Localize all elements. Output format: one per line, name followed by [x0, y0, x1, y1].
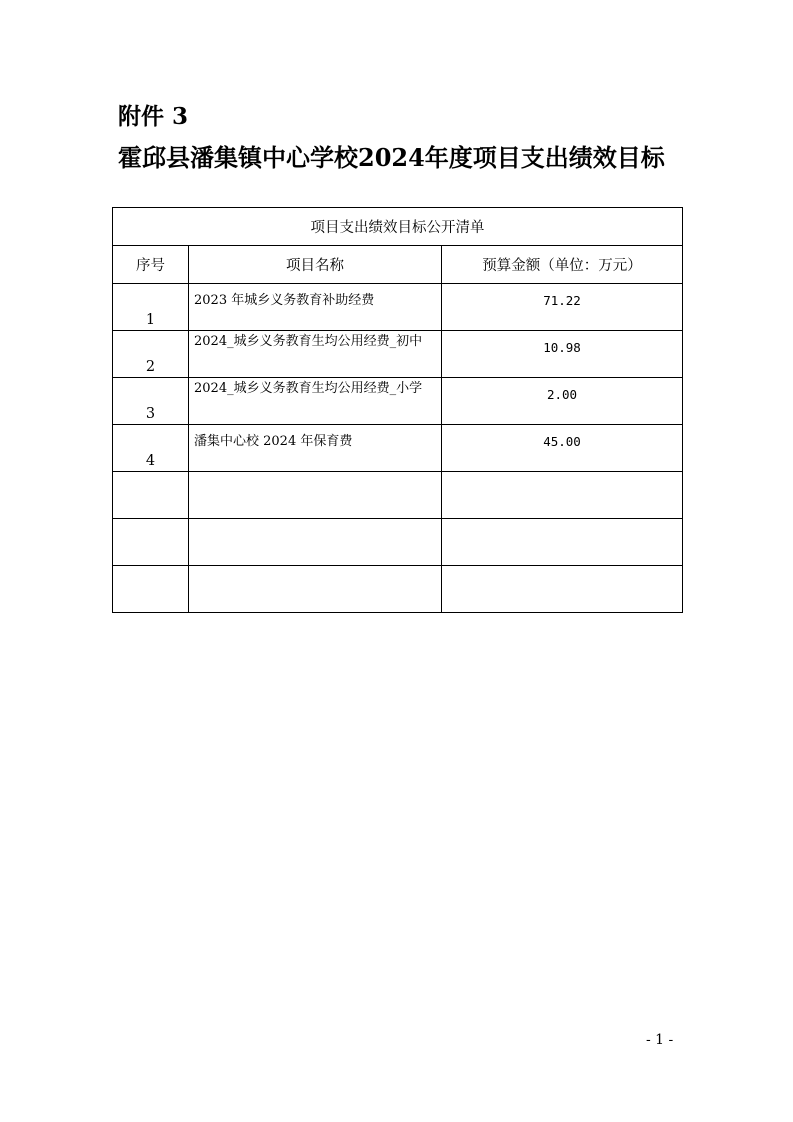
row-index: [113, 472, 189, 519]
budget-amount: 10.98: [442, 331, 683, 378]
table-row: [113, 378, 683, 425]
project-name: 2023 年城乡义务教育补助经费: [189, 284, 442, 331]
budget-amount: 71.22: [442, 284, 683, 331]
table-header-row: [113, 246, 683, 284]
project-name: [189, 566, 442, 613]
table-row-empty: [113, 519, 683, 566]
column-header-amount: 预算金额（单位：万元）: [442, 246, 683, 284]
column-header-index: 序号: [113, 246, 189, 284]
project-name: [189, 472, 442, 519]
attachment-label: 附件 3: [118, 103, 189, 130]
document-title: 霍邱县潘集镇中心学校2024年度项目支出绩效目标: [118, 143, 665, 172]
page-number: - 1 -: [646, 1032, 674, 1048]
column-header-name: 项目名称: [189, 246, 442, 284]
project-name: 潘集中心校 2024 年保育费: [189, 425, 442, 472]
project-name: 2024_城乡义务教育生均公用经费_初中: [189, 331, 442, 378]
budget-amount: [442, 472, 683, 519]
row-index: [113, 519, 189, 566]
budget-amount: [442, 566, 683, 613]
row-index: 2: [113, 331, 189, 378]
table-row: [113, 331, 683, 378]
table-row-empty: [113, 566, 683, 613]
project-name: 2024_城乡义务教育生均公用经费_小学: [189, 378, 442, 425]
table-caption: 项目支出绩效目标公开清单: [113, 208, 683, 246]
row-index: 4: [113, 425, 189, 472]
table-row-empty: [113, 472, 683, 519]
row-index: [113, 566, 189, 613]
performance-target-table: [112, 207, 683, 613]
project-name: [189, 519, 442, 566]
budget-amount: [442, 519, 683, 566]
row-index: 3: [113, 378, 189, 425]
budget-amount: 45.00: [442, 425, 683, 472]
budget-amount: 2.00: [442, 378, 683, 425]
table-row: [113, 425, 683, 472]
table-row: [113, 284, 683, 331]
row-index: 1: [113, 284, 189, 331]
